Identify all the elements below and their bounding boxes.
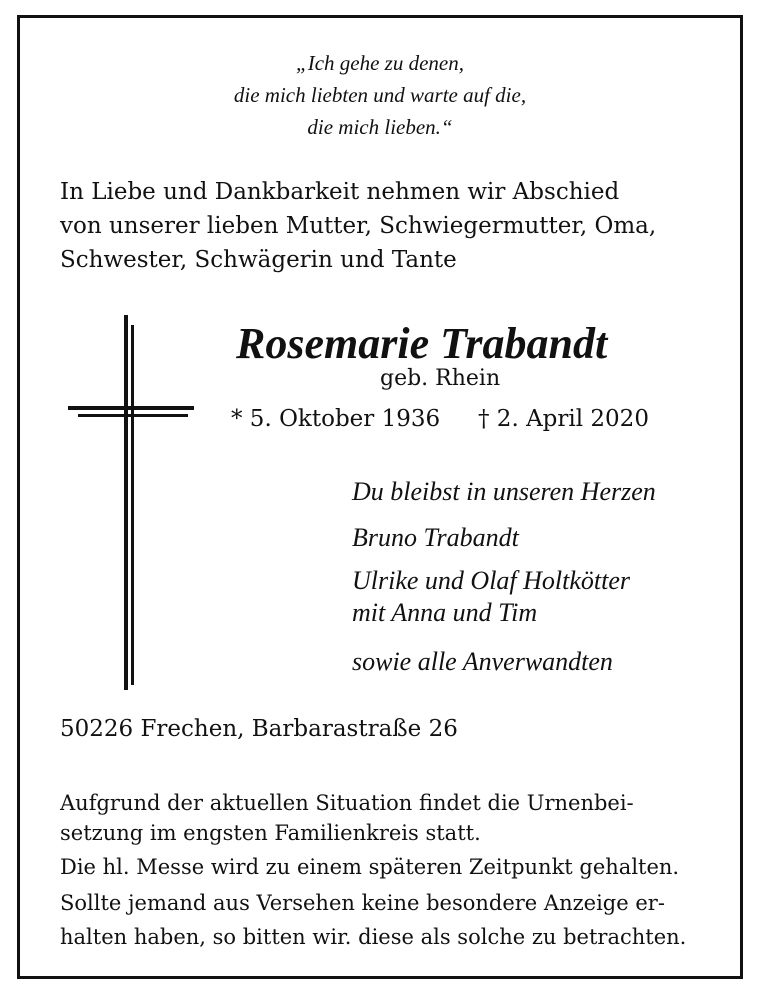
quote-line-2: die mich liebten und warte auf die, xyxy=(233,83,527,107)
cross-icon xyxy=(68,315,198,690)
birth-name: geb. Rhein xyxy=(380,366,501,391)
intro-line-2: von unserer lieben Mutter, Schwiegermutter, Oma, xyxy=(60,213,657,239)
notice-line-3: Die hl. Messe wird zu einem späteren Zeitpunkt gehalten. xyxy=(60,855,680,879)
notice-line-2: setzung im engsten Familienkreis statt. xyxy=(60,821,481,845)
quote-line-1: „Ich gehe zu denen, xyxy=(296,51,464,75)
death-date: † 2. April 2020 xyxy=(478,406,649,432)
family-relatives: sowie alle Anverwandten xyxy=(352,647,613,676)
family-motto: Du bleibst in unseren Herzen xyxy=(352,477,656,506)
family-member-1: Bruno Trabandt xyxy=(352,523,519,552)
intro-line-1: In Liebe und Dankbarkeit nehmen wir Abschied xyxy=(60,179,620,205)
deceased-name: Rosemarie Trabandt xyxy=(236,319,608,368)
intro-line-3: Schwester, Schwägerin und Tante xyxy=(60,247,457,273)
quote-line-3: die mich lieben.“ xyxy=(307,115,453,139)
notice-line-4: Sollte jemand aus Versehen keine besondere Anzeige er- xyxy=(60,891,665,915)
notice-line-1: Aufgrund der aktuellen Situation findet die Urnenbei- xyxy=(60,791,634,815)
birth-date: * 5. Oktober 1936 xyxy=(231,406,441,432)
address: 50226 Frechen, Barbarastraße 26 xyxy=(60,716,458,742)
notice-line-5: halten haben, so bitten wir. diese als solche zu betrachten. xyxy=(60,925,687,949)
family-member-2-line-2: mit Anna und Tim xyxy=(352,598,538,627)
family-member-2-line-1: Ulrike und Olaf Holtkötter xyxy=(352,566,631,595)
